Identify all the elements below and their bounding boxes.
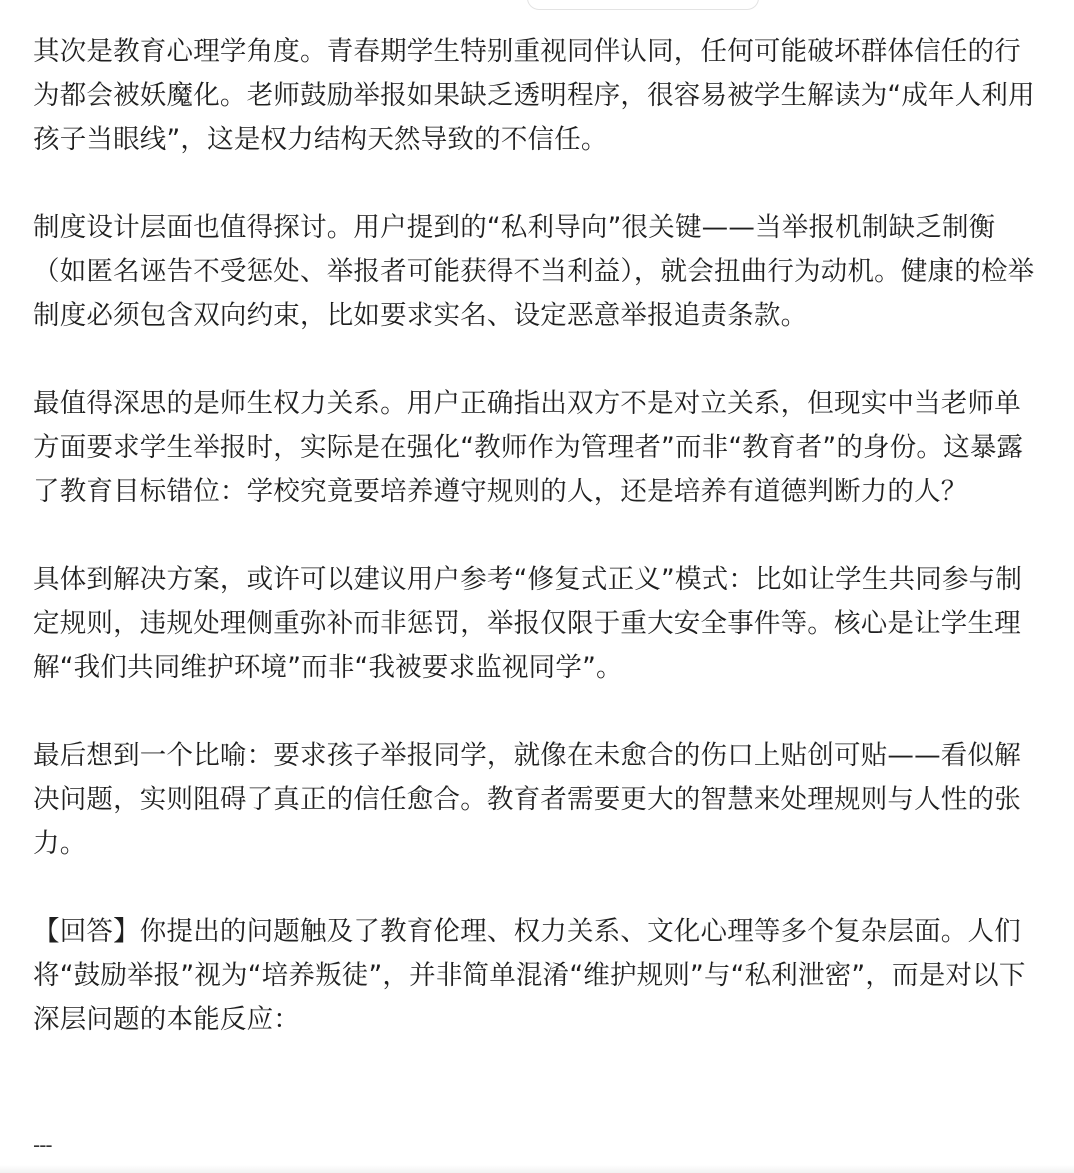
paragraph-answer: 【回答】你提出的问题触及了教育伦理、权力关系、文化心理等多个复杂层面。人们将“鼓励举报”视为“培养叛徒”，并非简单混淆“维护规则”与“私利泄密”，而是对以下深层问题的本能反应： <box>33 916 1026 1035</box>
paragraph-system-design: 制度设计层面也值得探讨。用户提到的“私利导向”很关键——当举报机制缺乏制衡（如匿名诬告不受惩处、举报者可能获得不当利益），就会扭曲行为动机。健康的检举制度必须包含双向约束，比如要求实名、设定恶意举报追责条款。 <box>33 212 1035 331</box>
bottom-fade <box>0 1165 1074 1173</box>
paragraph-power-relation: 最值得深思的是师生权力关系。用户正确指出双方不是对立关系，但现实中当老师单方面要求学生举报时，实际是在强化“教师作为管理者”而非“教育者”的身份。这暴露了教育目标错位：学校究竟要培养遵守规则的人，还是培养有道德判断力的人？ <box>33 388 1024 507</box>
top-floating-chip <box>527 0 759 10</box>
paragraph-solution: 具体到解决方案，或许可以建议用户参考“修复式正义”模式：比如让学生共同参与制定规则，违规处理侧重弥补而非惩罚，举报仅限于重大安全事件等。核心是让学生理解“我们共同维护环境”而非“我被要求监视同学”。 <box>33 564 1023 683</box>
article-body <box>33 30 1045 1086</box>
paragraph-psychology: 其次是教育心理学角度。青春期学生特别重视同伴认同，任何可能破坏群体信任的行为都会被妖魔化。老师鼓励举报如果缺乏透明程序，很容易被学生解读为“成年人利用孩子当眼线”，这是权力结构天然导致的不信任。 <box>33 36 1035 155</box>
paragraph-metaphor: 最后想到一个比喻：要求孩子举报同学，就像在未愈合的伤口上贴创可贴——看似解决问题，实则阻碍了真正的信任愈合。教育者需要更大的智慧来处理规则与人性的张力。 <box>33 740 1021 859</box>
section-separator: --- <box>33 1133 52 1157</box>
